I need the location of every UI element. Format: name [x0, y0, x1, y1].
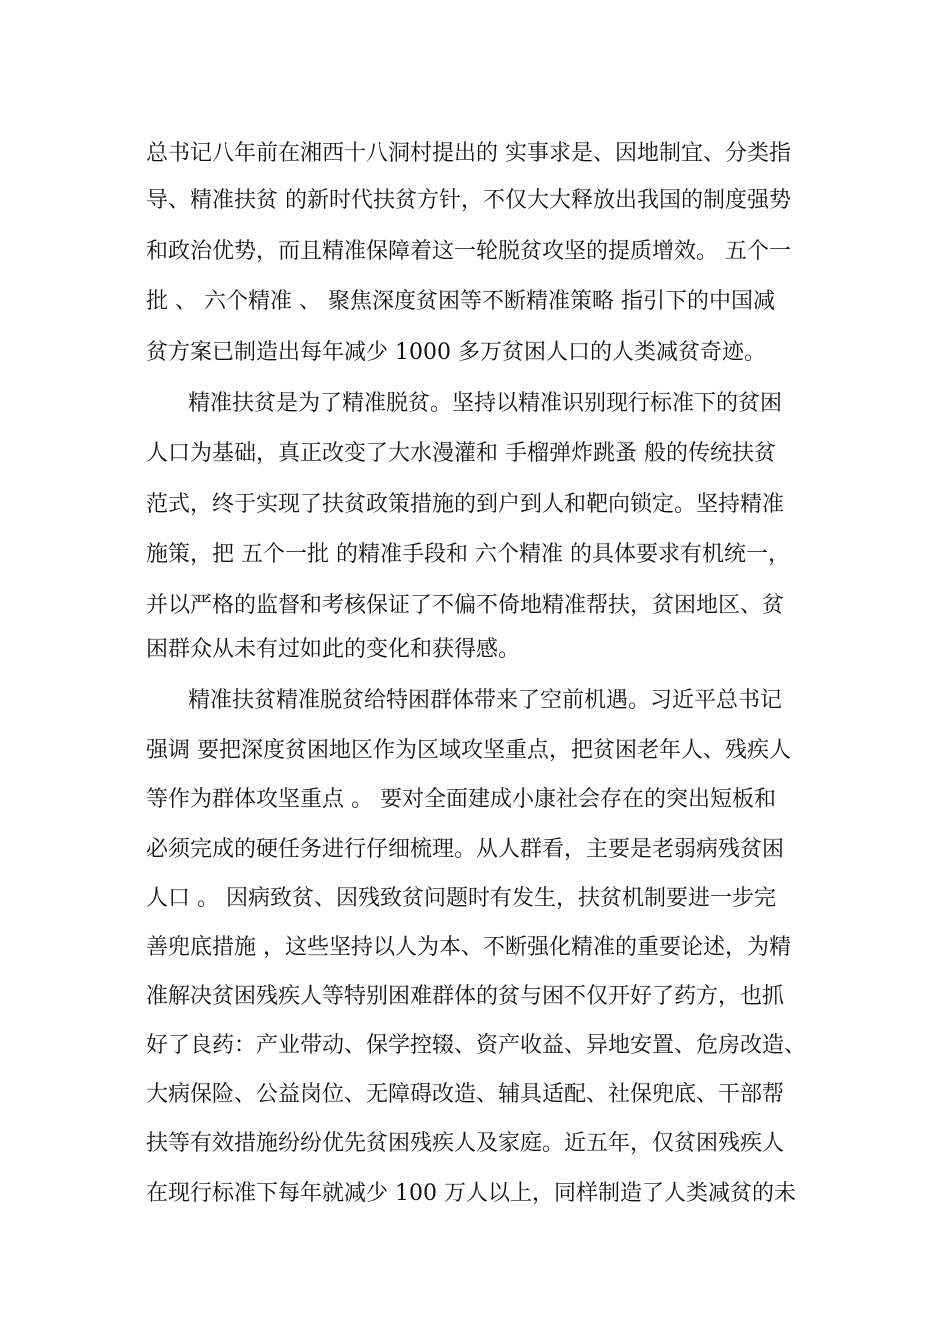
text-line: 施策，把 五个一批 的精准手段和 六个精准 的具体要求有机统一， [146, 542, 790, 567]
text-line: 人口为基础，真正改变了大水漫灌和 手榴弹炸跳蚤 般的传统扶贫 [146, 441, 776, 466]
text-line: 贫方案已制造出每年减少 1000 多万贫困人口的人类减贫奇迹。 [146, 340, 766, 365]
text-line: 必须完成的硬任务进行仔细梳理。从人群看，主要是老弱病残贫困 [146, 837, 785, 862]
text-line: 和政治优势，而且精准保障着这一轮脱贫攻坚的提质增效。 五个一 [146, 239, 791, 264]
text-line: 在现行标准下每年就减少 100 万人以上，同样制造了人类减贫的未 [146, 1181, 796, 1206]
text-line: 准解决贫困残疾人等特别困难群体的贫与困不仅开好了药方，也抓 [146, 984, 785, 1009]
text-line: 批 、 六个精准 、 聚焦深度贫困等不断精准策略 指引下的中国减 [146, 289, 775, 314]
text-line: 善兜底措施 ，这些坚持以人为本、不断强化精准的重要论述，为精 [146, 935, 791, 960]
text-line: 大病保险、公益岗位、无障碍改造、辅具适配、社保兜底、干部帮 [146, 1082, 785, 1107]
text-line: 困群众从未有过如此的变化和获得感。 [146, 637, 521, 662]
text-line: 范式，终于实现了扶贫政策措施的到户到人和靶向锁定。坚持精准 [146, 492, 785, 517]
text-line: 导、精准扶贫 的新时代扶贫方针，不仅大大释放出我国的制度强势 [146, 188, 791, 213]
paragraph-first-line: 精准扶贫是为了精准脱贫。坚持以精准识别现行标准下的贫困 [188, 391, 783, 416]
text-line: 总书记八年前在湘西十八洞村提出的 实事求是、因地制宜、分类指 [146, 141, 791, 166]
text-line: 强调 要把深度贫困地区作为区域攻坚重点，把贫困老年人、残疾人 [146, 738, 791, 763]
text-line: 人口 。 因病致贫、因残致贫问题时有发生，扶贫机制要进一步完 [146, 886, 776, 911]
paragraph-first-line: 精准扶贫精准脱贫给特困群体带来了空前机遇。习近平总书记 [188, 688, 783, 713]
text-line: 并以严格的监督和考核保证了不偏不倚地精准帮扶，贫困地区、贫 [146, 593, 785, 618]
text-line: 好了良药：产业带动、保学控辍、资产收益、异地安置、危房改造、 [146, 1033, 807, 1058]
text-line: 等作为群体攻坚重点 。 要对全面建成小康社会存在的突出短板和 [146, 787, 776, 812]
text-line: 扶等有效措施纷纷优先贫困残疾人及家庭。近五年，仅贫困残疾人 [146, 1131, 785, 1156]
